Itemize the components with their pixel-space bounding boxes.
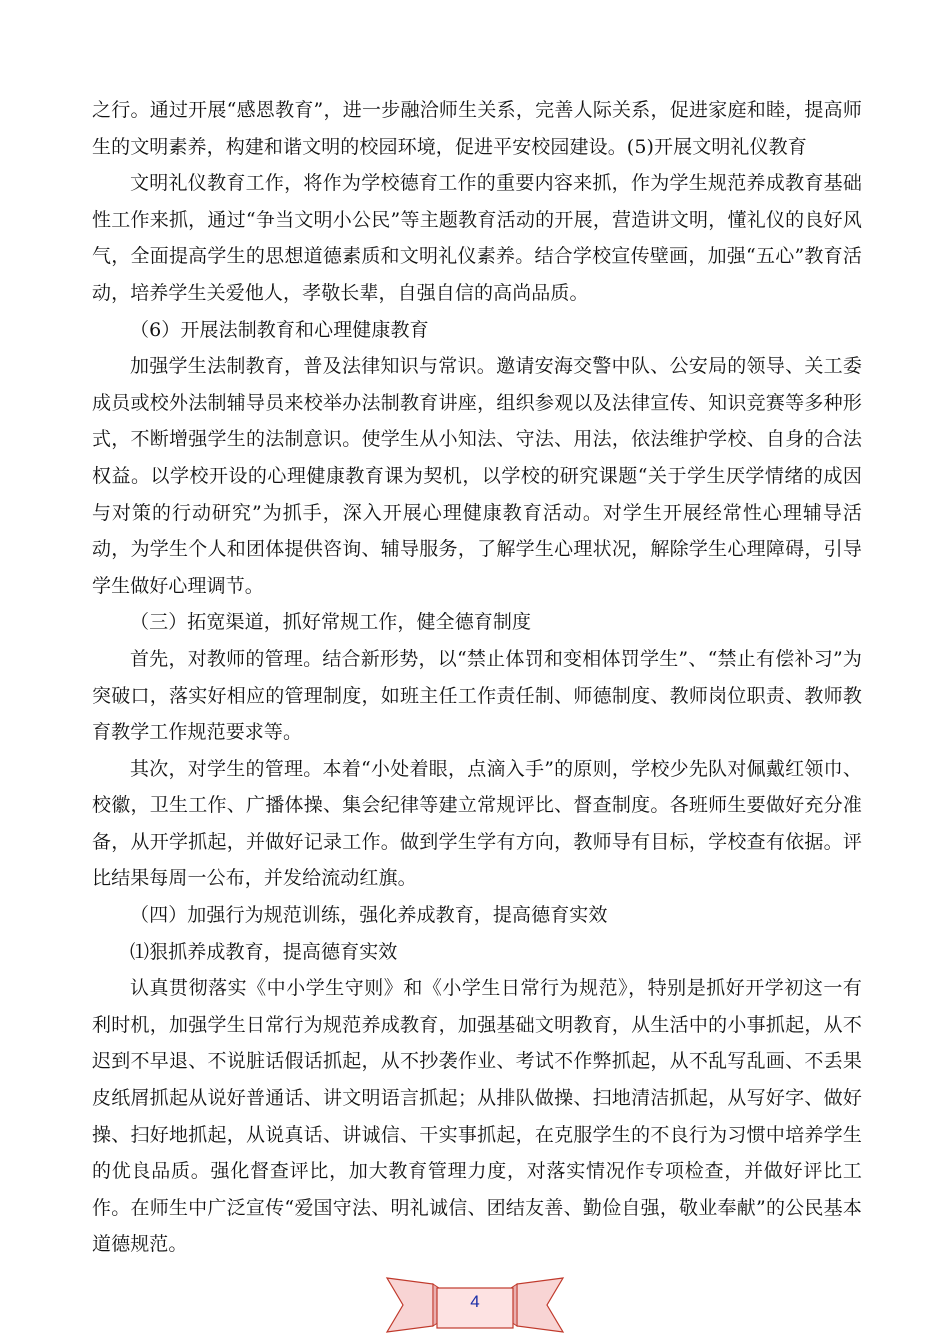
paragraph-student-management: 其次，对学生的管理。本着“小处着眼，点滴入手”的原则，学校少先队对佩戴红领巾、校徽，卫生工作、广播体操、集会纪律等建立常规评比、督查制度。各班师生要做好充分准备，从开学抓起，并做好记录工作。做到学生学有方向，教师导有目标，学校查有依据。评比结果每周一公布，并发给流动红旗。 bbox=[92, 757, 862, 890]
heading-subsection-one: ⑴狠抓养成教育，提高德育实效 bbox=[130, 940, 398, 963]
heading-section-four: （四）加强行为规范训练，强化养成教育，提高德育实效 bbox=[130, 904, 608, 927]
page-footer bbox=[385, 1270, 565, 1338]
document-body bbox=[92, 92, 862, 1263]
page-number: 4 bbox=[470, 1292, 480, 1311]
heading-legal-psych-education: （6）开展法制教育和心理健康教育 bbox=[130, 318, 429, 341]
heading-section-three: （三）拓宽渠道，抓好常规工作，健全德育制度 bbox=[130, 611, 532, 634]
paragraph-habit-education: 认真贯彻落实《中小学生守则》和《小学生日常行为规范》，特别是抓好开学初这一有利时机，加强学生日常行为规范养成教育，加强基础文明教育，从生活中的小事抓起，从不迟到不早退、不说脏话假话抓起，从不抄袭作业、考试不作弊抓起，从不乱写乱画、不丢果皮纸屑抓起从说好普通话、讲文明语言抓起；从排队做操、扫地清洁抓起，从写好字、做好操、扫好地抓起，从说真话、讲诚信、干实事抓起，在克服学生的不良行为习惯中培养学生的优良品质。强化督查评比，加大教育管理力度，对落实情况作专项检查，并做好评比工作。在师生中广泛宣传“爱国守法、明礼诚信、团结友善、勤俭自强，敬业奉献”的公民基本道德规范。 bbox=[92, 977, 862, 1256]
paragraph-legal-education: 加强学生法制教育，普及法律知识与常识。邀请安海交警中队、公安局的领导、关工委成员或校外法制辅导员来校举办法制教育讲座，组织参观以及法律宣传、知识竞赛等多种形式，不断增强学生的法制意识。使学生从小知法、守法、用法，依法维护学校、自身的合法权益。以学校开设的心理健康教育课为契机，以学校的研究课题“关于学生厌学情绪的成因与对策的行动研究”为抓手，深入开展心理健康教育活动。对学生开展经常性心理辅导活动，为学生个人和团体提供咨询、辅导服务，了解学生心理状况，解除学生心理障碍，引导学生做好心理调节。 bbox=[92, 355, 862, 597]
paragraph-etiquette-education: 文明礼仪教育工作，将作为学校德育工作的重要内容来抓，作为学生规范养成教育基础性工作来抓，通过“争当文明小公民”等主题教育活动的开展，营造讲文明，懂礼仪的良好风气，全面提高学生的思想道德素质和文明礼仪素养。结合学校宣传壁画，加强“五心”教育活动，培养学生关爱他人，孝敬长辈，自强自信的高尚品质。 bbox=[92, 172, 862, 304]
paragraph-continuation: 之行。通过开展“感恩教育”，进一步融洽师生关系，完善人际关系，促进家庭和睦，提高师生的文明素养，构建和谐文明的校园环境，促进平安校园建设。(5)开展文明礼仪教育 bbox=[92, 99, 862, 158]
paragraph-teacher-management: 首先，对教师的管理。结合新形势，以“禁止体罚和变相体罚学生”、“禁止有偿补习”为突破口，落实好相应的管理制度，如班主任工作责任制、师德制度、教师岗位职责、教师教育教学工作规范要求等。 bbox=[92, 647, 862, 744]
